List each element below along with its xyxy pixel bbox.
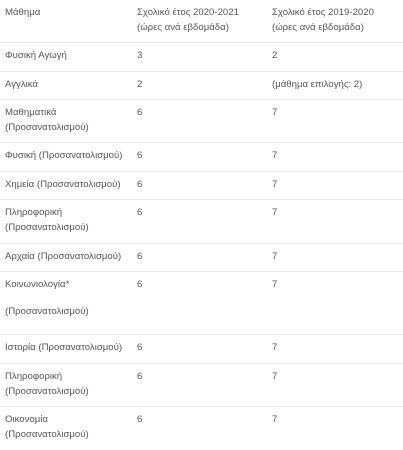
subject-cell	[5, 407, 89, 442]
hours-2019-cell: 7	[272, 207, 278, 218]
subject-cell	[5, 43, 67, 63]
subject-qualifier: (Προσανατολισμού)	[5, 306, 89, 317]
hours-2019-cell: (μάθημα επιλογής: 2)	[272, 79, 363, 90]
subject-name: Μαθηματικά	[5, 107, 57, 118]
hours-2019-cell: 7	[272, 371, 278, 382]
hours-2020-cell: 6	[137, 371, 143, 382]
table-header-row	[0, 0, 403, 43]
table-row	[0, 407, 403, 450]
table-row	[0, 43, 403, 72]
hours-2019-cell: 7	[272, 150, 278, 161]
table-row	[0, 364, 403, 407]
subject-qualifier: (Προσανατολισμού)	[5, 122, 89, 133]
header-year-2020	[137, 0, 239, 35]
subject-cell	[5, 72, 38, 92]
subject-name: Πληροφορική	[5, 371, 63, 382]
hours-2020-cell: 6	[137, 207, 143, 218]
hours-2019-cell: 7	[272, 414, 278, 425]
hours-2019-cell: 7	[272, 107, 278, 118]
header-subject-label: Μάθημα	[5, 7, 41, 18]
subject-name: Αγγλικά	[5, 79, 38, 90]
subject-cell	[5, 172, 121, 192]
subject-name: Οικονομία	[5, 414, 48, 425]
subject-qualifier: (Προσανατολισμού)	[5, 222, 89, 233]
header-subject	[5, 0, 40, 20]
subject-cell	[5, 100, 89, 135]
subject-cell	[5, 364, 89, 399]
subject-cell	[5, 335, 122, 355]
table-row	[0, 335, 403, 364]
table-row	[0, 172, 403, 200]
subject-cell	[5, 272, 89, 319]
hours-2020-cell: 6	[137, 150, 143, 161]
hours-2019-cell: 2	[272, 50, 278, 61]
hours-2020-cell: 6	[137, 107, 143, 118]
subject-cell	[5, 200, 89, 235]
hours-2020-cell: 3	[137, 50, 143, 61]
hours-2020-cell: 2	[137, 79, 143, 90]
subject-name: Χημεία (Προσανατολισμού)	[5, 179, 121, 190]
subject-cell	[5, 143, 122, 163]
header-year-2020-unit: (ώρες ανά εβδομάδα)	[137, 22, 229, 33]
header-year-2020-title: Σχολικό έτος 2020-2021	[137, 7, 239, 18]
hours-2019-cell: 7	[272, 279, 278, 290]
hours-2020-cell: 6	[137, 251, 143, 262]
subject-name: Ιστορία (Προσανατολισμού)	[5, 342, 123, 353]
hours-2020-cell: 6	[137, 342, 143, 353]
subject-cell	[5, 244, 121, 264]
hours-2020-cell: 6	[137, 414, 143, 425]
table-row	[0, 244, 403, 272]
table-row	[0, 200, 403, 244]
subject-qualifier: (Προσανατολισμού)	[5, 386, 89, 397]
subject-name: Φυσική Αγωγή	[5, 50, 67, 61]
subject-qualifier: (Προσανατολισμού)	[5, 429, 89, 440]
hours-2019-cell: 7	[272, 251, 278, 262]
header-year-2019-title: Σχολικό έτος 2019-2020	[272, 7, 374, 18]
table-row	[0, 72, 403, 100]
table-row	[0, 143, 403, 172]
hours-2019-cell: 7	[272, 179, 278, 190]
subject-name: Κοινωνιολογία*	[5, 279, 70, 290]
hours-2019-cell: 7	[272, 342, 278, 353]
hours-2020-cell: 6	[137, 279, 143, 290]
subject-name: Φυσική (Προσανατολισμού)	[5, 150, 123, 161]
subject-name: Πληροφορική	[5, 207, 63, 218]
header-year-2019-unit: (ώρες ανά εβδομάδα)	[272, 22, 364, 33]
subject-name: Αρχαία (Προσανατολισμού)	[5, 251, 122, 262]
table-row	[0, 272, 403, 335]
header-year-2019	[272, 0, 374, 35]
hours-2020-cell: 6	[137, 179, 143, 190]
table-row	[0, 100, 403, 143]
